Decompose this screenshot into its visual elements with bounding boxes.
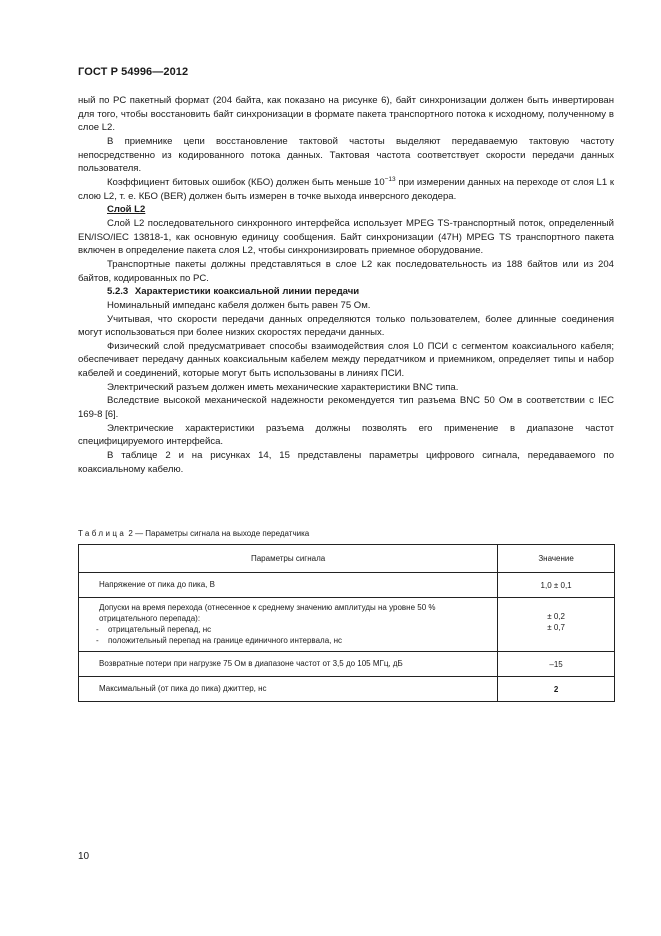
layer-l2-heading: Слой L2 [107,204,146,216]
value-cell: 2 [498,677,615,702]
paragraph: Слой L2 последовательного синхронного интерфейса использует MPEG TS-транспортный поток, определенный EN/ISO/IEC 13818-1, как основную единицу сообщения. Байт синхронизации (47H) MPEG TS транспортного пакета включен в определение пакета слоя L2, чтобы синхронизировать приемное оборудование. [78,217,614,257]
paragraph: В таблице 2 и на рисунках 14, 15 представлены параметры цифрового сигнала, передаваемого по коаксиальному кабелю. [78,450,614,475]
parameter-cell: Возвратные потери при нагрузке 75 Ом в диапазоне частот от 3,5 до 105 МГц, дБ [79,652,498,677]
table-row [79,652,615,677]
parameter-sublist [99,624,491,646]
table-row [79,677,615,702]
section-heading [107,285,614,299]
signal-parameters-table [78,544,615,702]
value-cell [498,598,615,652]
parameter-cell [79,598,498,652]
table-caption-label: Таблица [78,529,127,538]
paragraph: Электрические характеристики разъема должны позволять его применение в диапазоне частот специфицируемого интерфейса. [78,422,614,448]
document-id-header: ГОСТ Р 54996—2012 [78,66,189,78]
paragraph: В приемнике цепи восстановление тактовой частоты выделяют передаваемую тактовую частоту непосредственно из кодированного потока данных. Тактовая частота соответствует скорости передачи данных пользователя. [78,135,614,175]
paragraph: Физический слой предусматривает способы взаимодействия слоя L0 ПСИ с сегментом коаксиального кабеля; обеспечивает передачу данных коаксиальным кабелем между передатчиком и приемником, определяет типы и набор кабелей и соединений, которые могут быть использованы в линиях ПСИ. [78,340,614,380]
ber-text-start: Коэффициент битовых ошибок (КБО) должен быть меньше 10 [107,176,385,188]
value-cell: –15 [498,652,615,677]
table-row [79,573,615,598]
value-positive: ± 0,7 [547,623,565,632]
list-item: - положительный перепад на границе единичного интервала, нс [99,635,491,646]
paragraph: ный по PC пакетный формат (204 байта, как показано на рисунке 6), байт синхронизации должен быть инвертирован для того, чтобы восстановить байт синхронизации в формате пакета транспортного потока к исходному, полученному в слое L2. [78,95,614,134]
value-negative: ± 0,2 [547,612,565,621]
section-number: 5.2.3 [107,286,129,298]
parameter-cell: Напряжение от пика до пика, В [79,573,498,598]
parameter-cell: Максимальный (от пика до пика) джиттер, нс [79,677,498,702]
page-number: 10 [78,851,90,862]
ber-text-end: при измерении данных на переходе от слоя L1 к слою L2, т. е. КБО (BER) должен быть измерен в точке выхода инверсного декодера. [78,176,614,202]
paragraph: Учитывая, что скорости передачи данных определяются только пользователем, более длинные соединения могут использоваться при более низких скоростях передачи данных. [78,313,614,339]
paragraph-ber [78,176,614,203]
exponent: −13 [384,175,396,183]
column-header-value: Значение [498,545,615,573]
table-header-row [79,545,615,573]
table-caption-text: 2 — Параметры сигнала на выходе передатчика [126,529,310,538]
table-caption [78,529,309,539]
parameter-text: Допуски на время перехода (отнесенное к среднему значению амплитуды на уровне 50 % отрицательного перепада): [99,603,436,623]
body-text [78,94,614,476]
table-row [79,598,615,652]
paragraph: Номинальный импеданс кабеля должен быть равен 75 Ом. [107,299,371,311]
paragraph: Электрический разъем должен иметь механические характеристики BNC типа. [107,381,459,393]
value-cell: 1,0 ± 0,1 [498,573,615,598]
paragraph: Транспортные пакеты должны представляться в слое L2 как последовательность из 188 байтов или из 204 байтов, кодированных по PC. [78,258,614,284]
paragraph: Вследствие высокой механической надежности рекомендуется тип разъема BNC 50 Ом в соответствии с IEC 169-8 [6]. [78,395,614,421]
column-header-parameters: Параметры сигнала [79,545,498,573]
section-title: Характеристики коаксиальной линии передачи [134,286,360,298]
list-item: - отрицательный перепад, нс [99,624,491,635]
